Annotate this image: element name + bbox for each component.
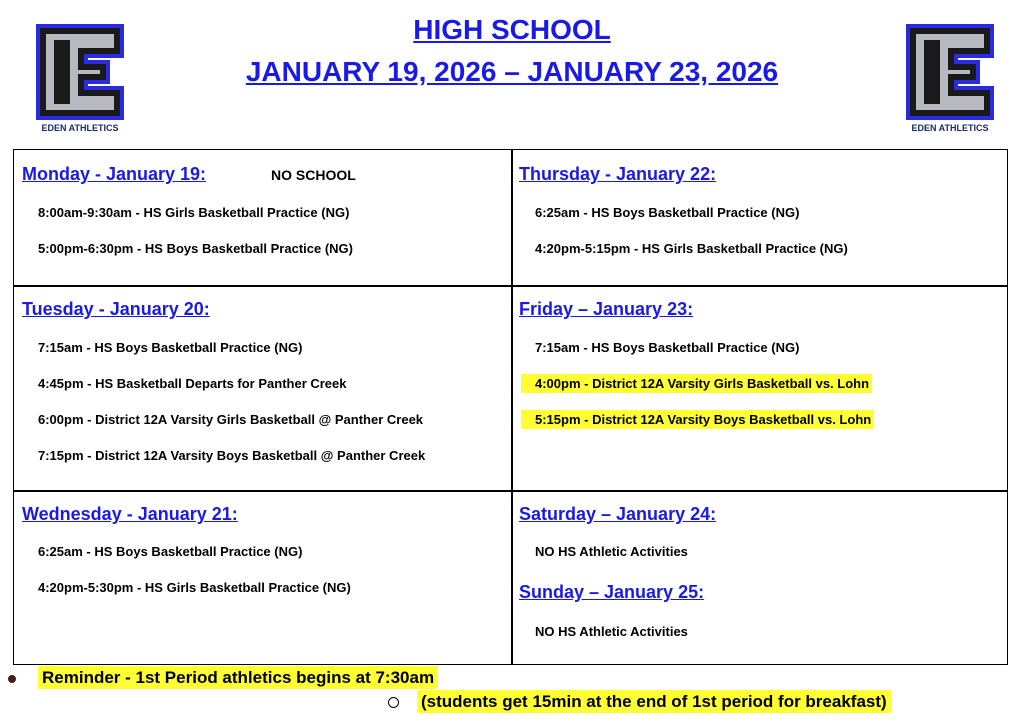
event-item: 6:25am - HS Boys Basketball Practice (NG) [535, 205, 800, 220]
day-title-friday: Friday – January 23: [519, 299, 694, 319]
logo-caption: EDEN ATHLETICS [911, 123, 989, 133]
event-highlight: 5:15pm - District 12A Varsity Boys Basketball vs. Lohn [521, 410, 874, 429]
day-title-saturday: Saturday – January 24: [519, 504, 717, 524]
grid-divider-vertical [511, 150, 513, 664]
logo-caption: EDEN ATHLETICS [41, 123, 119, 133]
reminder-text: Reminder - 1st Period athletics begins at 7:30am [38, 666, 438, 689]
event-item: 7:15pm - District 12A Varsity Boys Basketball @ Panther Creek [38, 448, 426, 463]
circle-bullet-icon [388, 697, 399, 708]
reminder-item [8, 668, 438, 688]
day-title-sunday: Sunday – January 25: [519, 582, 705, 602]
bullet-icon [8, 675, 16, 683]
event-item: 4:20pm-5:15pm - HS Girls Basketball Practice (NG) [535, 241, 848, 256]
grid-divider-horizontal [14, 285, 1007, 287]
event-item: 4:45pm - HS Basketball Departs for Panther Creek [38, 376, 347, 391]
event-item: 6:25am - HS Boys Basketball Practice (NG) [38, 544, 303, 559]
event-item: 6:00pm - District 12A Varsity Girls Basketball @ Panther Creek [38, 412, 424, 427]
event-item: 5:00pm-6:30pm - HS Boys Basketball Practice (NG) [38, 241, 353, 256]
grid-divider-horizontal [14, 490, 1007, 492]
event-item: NO HS Athletic Activities [535, 624, 688, 639]
event-highlight: 4:00pm - District 12A Varsity Girls Basketball vs. Lohn [521, 374, 872, 393]
event-item: 7:15am - HS Boys Basketball Practice (NG) [38, 340, 303, 355]
event-item: 7:15am - HS Boys Basketball Practice (NG) [535, 340, 800, 355]
date-range-title: JANUARY 19, 2026 – JANUARY 23, 2026 [245, 56, 779, 87]
day-title-tuesday: Tuesday - January 20: [22, 299, 210, 319]
page-title: HIGH SCHOOL [413, 14, 611, 45]
event-item: NO HS Athletic Activities [535, 544, 688, 559]
schedule-grid [13, 149, 1008, 665]
no-school-note: NO SCHOOL [271, 167, 356, 183]
event-item: 4:20pm-5:30pm - HS Girls Basketball Practice (NG) [38, 580, 351, 595]
reminder-subitem [388, 692, 891, 712]
day-title-thursday: Thursday - January 22: [519, 164, 717, 184]
day-title-monday: Monday - January 19: [22, 164, 207, 184]
event-item-highlighted [535, 376, 872, 391]
event-item: 8:00am-9:30am - HS Girls Basketball Practice (NG) [38, 205, 350, 220]
event-item-highlighted [535, 412, 874, 427]
reminder-subtext: (students get 15min at the end of 1st period for breakfast) [417, 690, 891, 713]
day-title-wednesday: Wednesday - January 21: [22, 504, 238, 524]
